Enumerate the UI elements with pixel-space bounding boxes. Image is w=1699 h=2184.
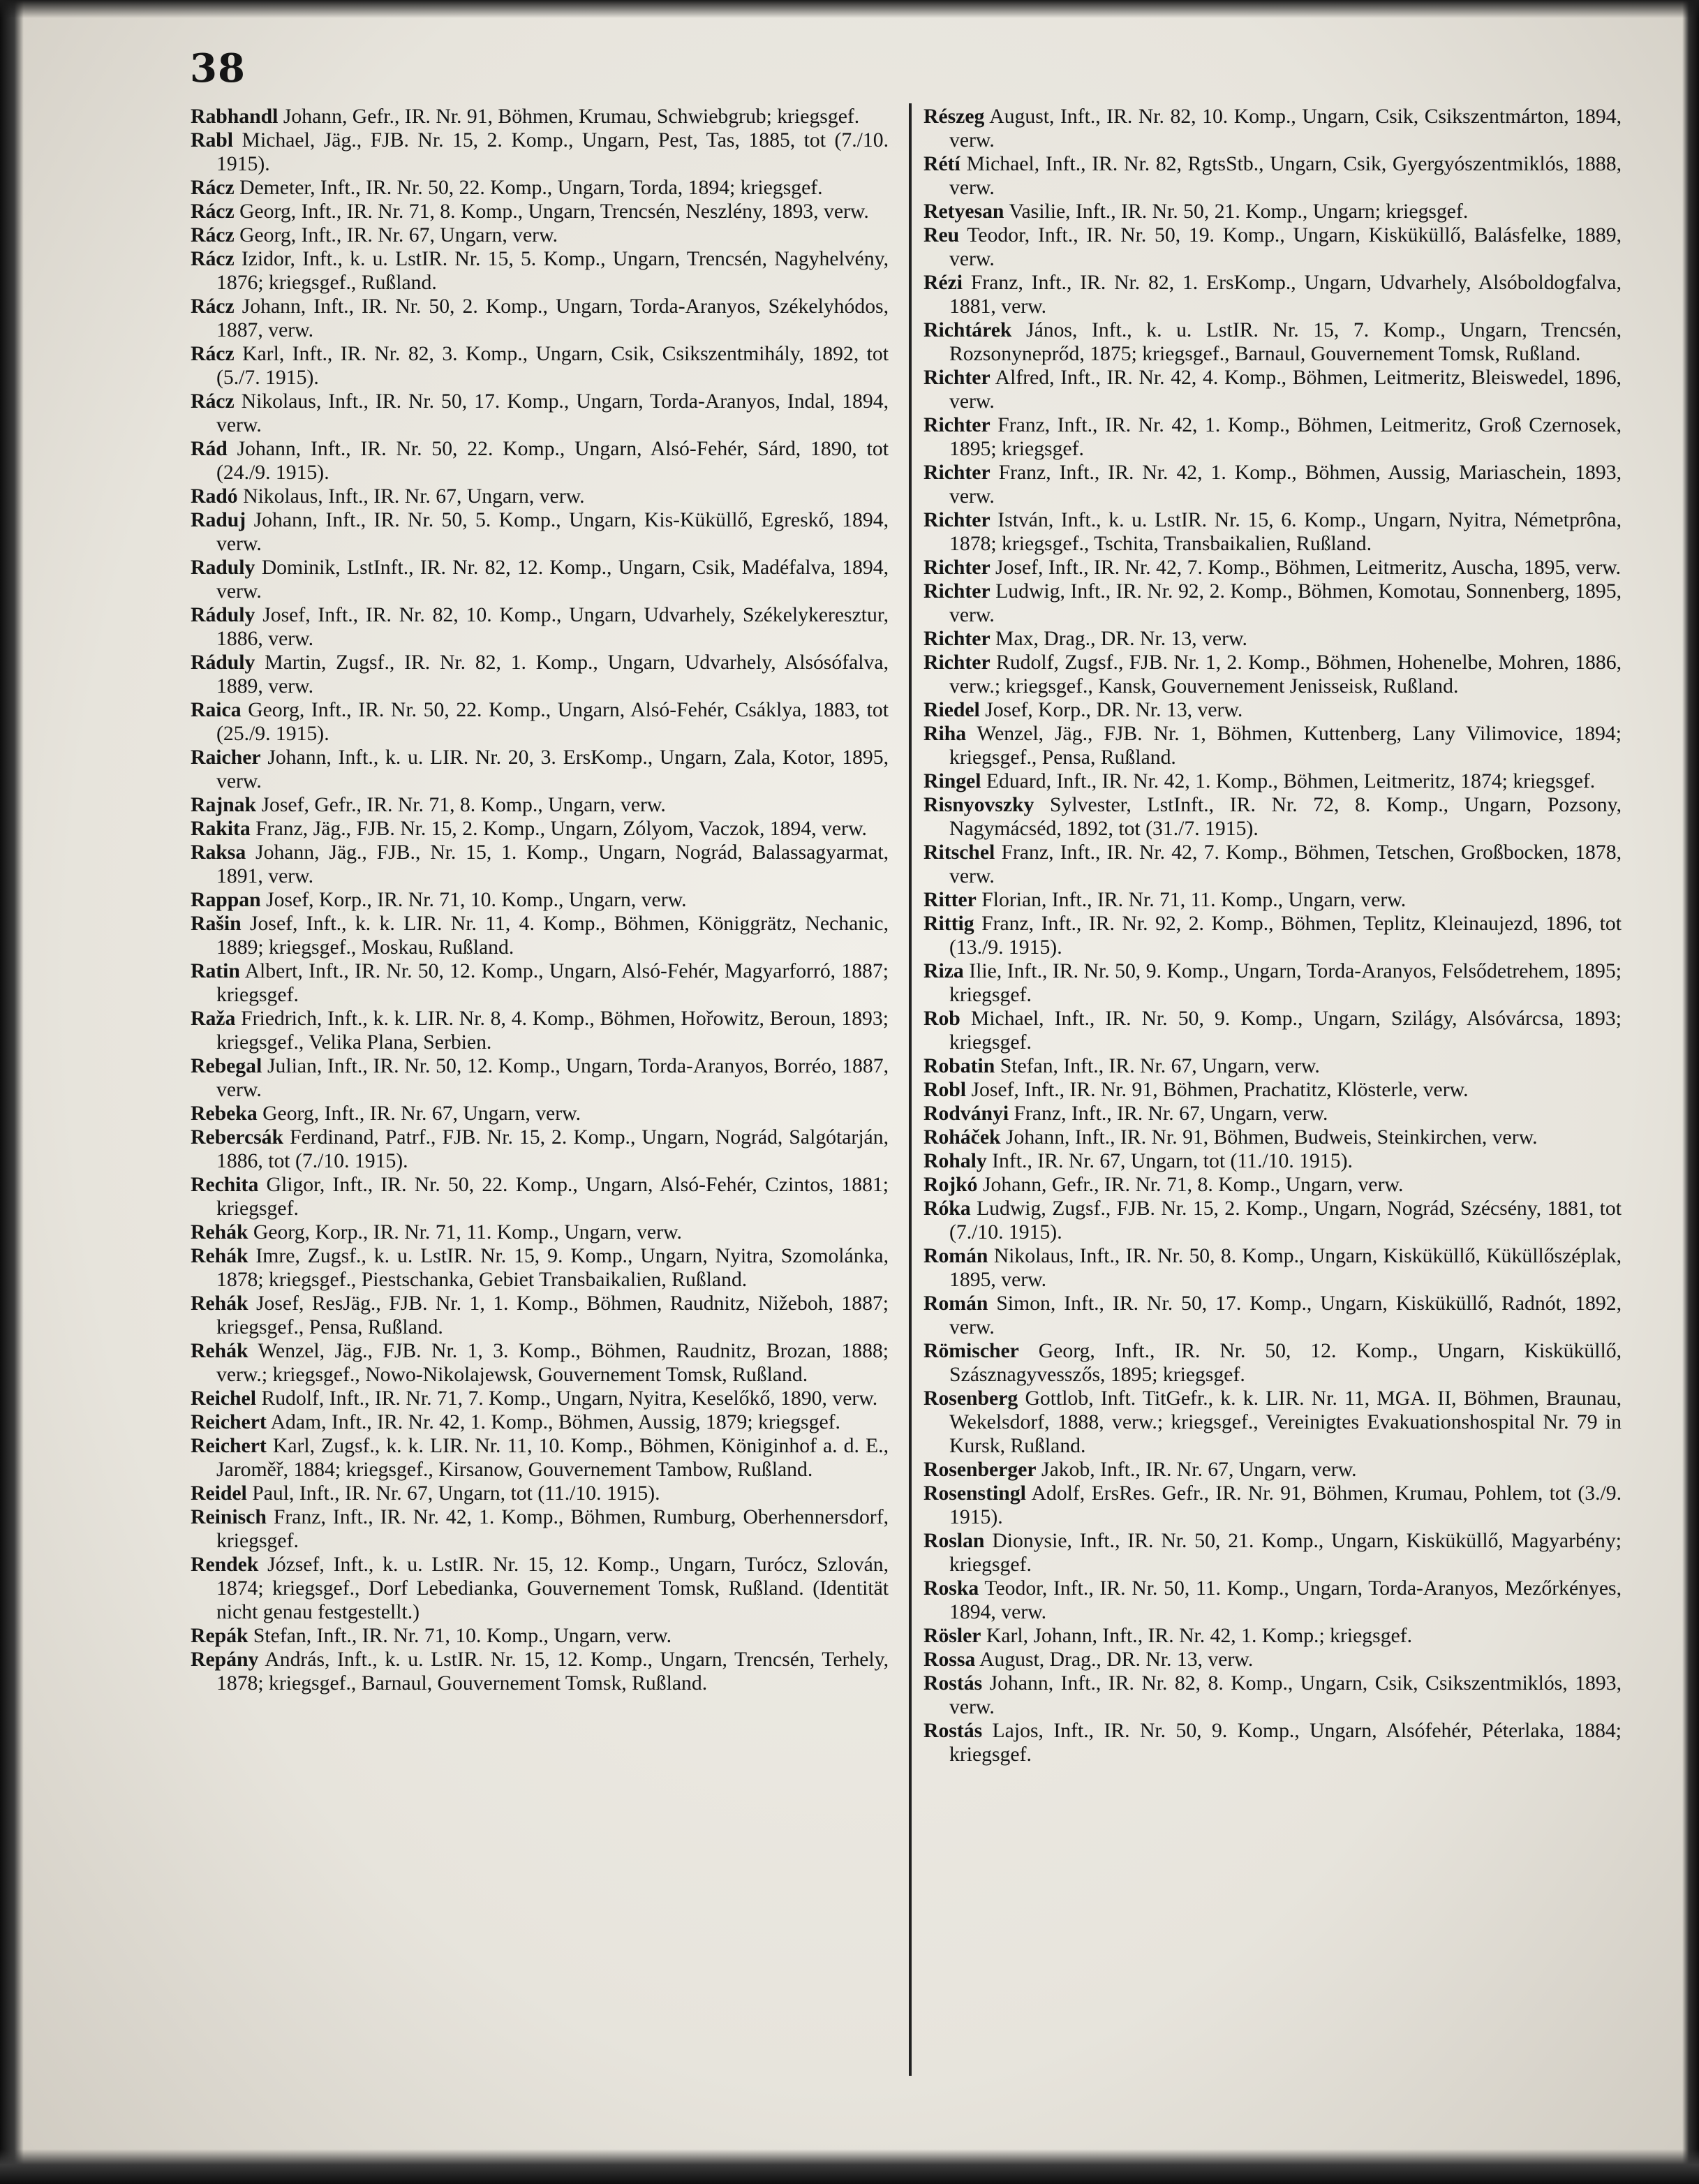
entry-surname: Richter bbox=[923, 628, 991, 650]
entry-surname: Reu bbox=[923, 224, 960, 246]
scan-border-top bbox=[0, 0, 1699, 18]
casualty-entry bbox=[923, 1197, 1622, 1244]
entry-details: Franz, Inft., IR. Nr. 92, 2. Komp., Böhmen, Teplitz, Kleinaujezd, 1896, tot (13./9. 1915). bbox=[949, 913, 1622, 959]
entry-details: Florian, Inft., IR. Nr. 71, 11. Komp., Ungarn, verw. bbox=[981, 889, 1407, 911]
casualty-entry bbox=[191, 556, 889, 603]
entry-details: Johann, Inft., k. u. LIR. Nr. 20, 3. ErsKomp., Ungarn, Zala, Kotor, 1895, verw. bbox=[216, 746, 889, 792]
casualty-entry bbox=[923, 152, 1622, 200]
casualty-entry bbox=[191, 817, 889, 841]
entry-surname: Rácz bbox=[191, 177, 235, 199]
casualty-entry bbox=[923, 200, 1622, 223]
casualty-entry bbox=[923, 318, 1622, 366]
casualty-entry bbox=[191, 1173, 889, 1220]
entry-details: Rudolf, Inft., IR. Nr. 71, 7. Komp., Ungarn, Nyitra, Keselőkő, 1890, verw. bbox=[261, 1387, 878, 1410]
casualty-entry bbox=[923, 698, 1622, 722]
entry-surname: Rebercsák bbox=[191, 1126, 284, 1149]
casualty-entry bbox=[923, 959, 1622, 1007]
entry-details: Ferdinand, Patrf., FJB. Nr. 15, 2. Komp., Ungarn, Nográd, Salgótarján, 1886, tot (7./10. 1915). bbox=[216, 1126, 889, 1172]
casualty-entry bbox=[191, 959, 889, 1007]
entry-details: Inft., IR. Nr. 67, Ungarn, tot (11./10. 1915). bbox=[992, 1150, 1353, 1172]
entry-surname: Reichert bbox=[191, 1411, 267, 1433]
entry-surname: Raksa bbox=[191, 841, 246, 864]
casualty-entry bbox=[191, 651, 889, 698]
casualty-entry bbox=[191, 1244, 889, 1292]
entry-details: Josef, Korp., DR. Nr. 13, verw. bbox=[985, 699, 1243, 721]
entry-surname: Riha bbox=[923, 723, 967, 745]
entry-details: Georg, Inft., IR. Nr. 71, 8. Komp., Ungarn, Trencsén, Neszlény, 1893, verw. bbox=[239, 200, 869, 223]
entry-surname: Risnyovszky bbox=[923, 794, 1034, 816]
casualty-entry bbox=[923, 1577, 1622, 1624]
casualty-entry bbox=[191, 1553, 889, 1624]
casualty-entry bbox=[923, 271, 1622, 318]
entry-surname: Richter bbox=[923, 462, 991, 484]
casualty-entry bbox=[923, 1007, 1622, 1054]
entry-details: Dominik, LstInft., IR. Nr. 82, 12. Komp., Ungarn, Csik, Madéfalva, 1894, verw. bbox=[216, 556, 889, 603]
entry-surname: Rossa bbox=[923, 1648, 976, 1671]
entry-surname: Reidel bbox=[191, 1482, 247, 1505]
entry-surname: Reinisch bbox=[191, 1506, 267, 1528]
entry-details: Wenzel, Jäg., FJB. Nr. 1, Böhmen, Kuttenberg, Lany Vilimovice, 1894; kriegsgef., Pensa, Rußland. bbox=[949, 723, 1622, 769]
casualty-entry bbox=[191, 746, 889, 793]
casualty-entry bbox=[191, 793, 889, 817]
casualty-entry bbox=[923, 1624, 1622, 1648]
casualty-entry bbox=[923, 413, 1622, 461]
entry-surname: Rechita bbox=[191, 1174, 259, 1196]
casualty-entry bbox=[923, 1149, 1622, 1173]
entry-surname: Rehák bbox=[191, 1292, 248, 1315]
entry-details: Imre, Zugsf., k. u. LstIR. Nr. 15, 9. Komp., Ungarn, Nyitra, Szomolánka, 1878; kriegsgef., Piestschanka, Gebiet Transbaikalien, Rußland. bbox=[216, 1245, 889, 1291]
entry-details: Michael, Inft., IR. Nr. 50, 9. Komp., Ungarn, Szilágy, Alsóvárcsa, 1893; kriegsgef. bbox=[949, 1008, 1622, 1054]
entry-details: Josef, Gefr., IR. Nr. 71, 8. Komp., Ungarn, verw. bbox=[261, 794, 666, 816]
entry-details: Franz, Inft., IR. Nr. 42, 1. Komp., Böhmen, Rumburg, Oberhennersdorf, kriegsgef. bbox=[216, 1506, 889, 1552]
entry-details: Johann, Inft., IR. Nr. 91, Böhmen, Budweis, Steinkirchen, verw. bbox=[1005, 1126, 1538, 1149]
entry-details: Jakob, Inft., IR. Nr. 67, Ungarn, verw. bbox=[1041, 1459, 1357, 1481]
entry-surname: Rajnak bbox=[191, 794, 257, 816]
entry-details: Johann, Gefr., IR. Nr. 91, Böhmen, Krumau, Schwiebgrub; kriegsgef. bbox=[283, 105, 860, 128]
entry-surname: Riza bbox=[923, 960, 964, 982]
casualty-entry bbox=[923, 1078, 1622, 1102]
entry-details: Georg, Inft., IR. Nr. 50, 12. Komp., Ungarn, Kisküküllő, Szásznagyvesszős, 1895; kriegsgef. bbox=[949, 1340, 1622, 1386]
entry-surname: Rakita bbox=[191, 818, 251, 840]
entry-surname: Rácz bbox=[191, 295, 235, 318]
entry-surname: Richter bbox=[923, 509, 991, 531]
entry-details: Wenzel, Jäg., FJB. Nr. 1, 3. Komp., Böhmen, Raudnitz, Brozan, 1888; verw.; kriegsgef., Nowo-Nikolajewsk, Gouvernement Tomsk, Rußland. bbox=[216, 1340, 889, 1386]
entry-details: Gottlob, Inft. TitGefr., k. k. LIR. Nr. 11, MGA. II, Böhmen, Braunau, Wekelsdorf, 1888, verw.; kriegsgef., Vereinigtes Evakuationshospital Nr. 79 in Kursk, Rußland. bbox=[949, 1387, 1622, 1457]
casualty-entry bbox=[191, 485, 889, 508]
casualty-entry bbox=[191, 1292, 889, 1339]
casualty-entry bbox=[923, 1719, 1622, 1766]
casualty-entry bbox=[191, 176, 889, 200]
casualty-entry bbox=[923, 841, 1622, 888]
casualty-entry bbox=[923, 627, 1622, 651]
entry-details: Julian, Inft., IR. Nr. 50, 12. Komp., Ungarn, Torda-Aranyos, Borréo, 1887, verw. bbox=[216, 1055, 889, 1101]
entry-surname: Rézi bbox=[923, 272, 963, 294]
entry-details: Stefan, Inft., IR. Nr. 71, 10. Komp., Ungarn, verw. bbox=[253, 1625, 672, 1647]
casualty-entry bbox=[923, 1458, 1622, 1482]
casualty-entry bbox=[923, 888, 1622, 912]
entry-surname: Richter bbox=[923, 367, 991, 389]
left-column bbox=[191, 105, 889, 2081]
casualty-entry bbox=[923, 461, 1622, 508]
entry-surname: Rácz bbox=[191, 248, 235, 270]
entry-details: Johann, Inft., IR. Nr. 50, 22. Komp., Ungarn, Alsó-Fehér, Sárd, 1890, tot (24./9. 1915). bbox=[216, 438, 889, 484]
entry-details: András, Inft., k. u. LstIR. Nr. 15, 12. Komp., Ungarn, Trencsén, Terhely, 1878; kriegsgef., Barnaul, Gouvernement Tomsk, Rußland. bbox=[216, 1648, 889, 1695]
entry-details: Georg, Inft., IR. Nr. 50, 22. Komp., Ungarn, Alsó-Fehér, Csáklya, 1883, tot (25./9. 1915). bbox=[216, 699, 889, 745]
casualty-entry bbox=[191, 105, 889, 128]
entry-surname: Rašin bbox=[191, 913, 242, 935]
entry-surname: Rebegal bbox=[191, 1055, 262, 1077]
casualty-entry bbox=[191, 1220, 889, 1244]
column-divider bbox=[909, 103, 912, 2076]
casualty-entry bbox=[923, 556, 1622, 580]
entry-surname: Rabhandl bbox=[191, 105, 279, 128]
entry-details: Johann, Inft., IR. Nr. 82, 8. Komp., Ungarn, Csik, Csikszentmiklós, 1893, verw. bbox=[949, 1672, 1622, 1718]
casualty-entry bbox=[923, 1387, 1622, 1458]
entry-details: Lajos, Inft., IR. Nr. 50, 9. Komp., Ungarn, Alsófehér, Péterlaka, 1884; kriegsgef. bbox=[949, 1720, 1622, 1766]
entry-details: Georg, Korp., IR. Nr. 71, 11. Komp., Ungarn, verw. bbox=[253, 1221, 682, 1244]
casualty-entry bbox=[191, 1126, 889, 1173]
entry-surname: Raža bbox=[191, 1008, 236, 1030]
entry-details: János, Inft., k. u. LstIR. Nr. 15, 7. Komp., Ungarn, Trencsén, Rozsonyneprőd, 1875; kriegsgef., Barnaul, Gouvernement Tomsk, Rußland. bbox=[949, 319, 1622, 365]
entry-surname: Rabl bbox=[191, 129, 234, 152]
entry-surname: Részeg bbox=[923, 105, 985, 128]
casualty-entry bbox=[191, 508, 889, 556]
casualty-entry bbox=[191, 295, 889, 342]
entry-details: Franz, Inft., IR. Nr. 67, Ungarn, verw. bbox=[1014, 1102, 1328, 1125]
entry-details: Friedrich, Inft., k. k. LIR. Nr. 8, 4. Komp., Böhmen, Hořowitz, Beroun, 1893; kriegsgef., Velika Plana, Serbien. bbox=[216, 1008, 889, 1054]
entry-surname: Ringel bbox=[923, 770, 981, 792]
entry-surname: Rosenberger bbox=[923, 1459, 1037, 1481]
entry-details: Adam, Inft., IR. Nr. 42, 1. Komp., Böhmen, Aussig, 1879; kriegsgef. bbox=[270, 1411, 840, 1433]
entry-surname: Rehák bbox=[191, 1221, 248, 1244]
casualty-entry bbox=[923, 508, 1622, 556]
entry-details: Ludwig, Zugsf., FJB. Nr. 15, 2. Komp., Ungarn, Nográd, Szécsény, 1881, tot (7./10. 1915). bbox=[949, 1197, 1622, 1244]
entry-surname: Ráduly bbox=[191, 651, 255, 674]
casualty-entry bbox=[191, 1434, 889, 1482]
entry-details: Georg, Inft., IR. Nr. 67, Ungarn, verw. bbox=[262, 1102, 581, 1125]
entry-surname: Rob bbox=[923, 1008, 960, 1030]
entry-surname: Román bbox=[923, 1292, 988, 1315]
entry-details: Nikolaus, Inft., IR. Nr. 50, 8. Komp., Ungarn, Kisküküllő, Küküllőszéplak, 1895, verw. bbox=[949, 1245, 1622, 1291]
casualty-entry bbox=[191, 342, 889, 390]
entry-surname: Richter bbox=[923, 414, 991, 436]
casualty-entry bbox=[191, 1505, 889, 1553]
casualty-entry bbox=[923, 1292, 1622, 1339]
casualty-entry bbox=[191, 1054, 889, 1102]
entry-surname: Raduly bbox=[191, 556, 255, 579]
entry-details: Teodor, Inft., IR. Nr. 50, 11. Komp., Ungarn, Torda-Aranyos, Mezőrkényes, 1894, verw. bbox=[949, 1577, 1622, 1623]
entry-details: Josef, Inft., k. k. LIR. Nr. 11, 4. Komp., Böhmen, Königgrätz, Nechanic, 1889; kriegsgef., Moskau, Rußland. bbox=[216, 913, 889, 959]
entry-surname: Rácz bbox=[191, 224, 235, 246]
entry-details: Michael, Jäg., FJB. Nr. 15, 2. Komp., Ungarn, Pest, Tas, 1885, tot (7./10. 1915). bbox=[216, 129, 889, 175]
entry-surname: Repány bbox=[191, 1648, 259, 1671]
entry-surname: Rebeka bbox=[191, 1102, 258, 1125]
page-number: 38 bbox=[190, 45, 246, 91]
casualty-entry bbox=[191, 1102, 889, 1126]
entry-details: Johann, Inft., IR. Nr. 50, 2. Komp., Ungarn, Torda-Aranyos, Székelyhódos, 1887, verw. bbox=[216, 295, 889, 341]
casualty-entry bbox=[923, 1672, 1622, 1719]
casualty-entry bbox=[191, 1387, 889, 1410]
casualty-entry bbox=[923, 1529, 1622, 1577]
casualty-entry bbox=[923, 1126, 1622, 1149]
entry-surname: Román bbox=[923, 1245, 988, 1267]
entry-surname: Roháček bbox=[923, 1126, 1001, 1149]
entry-details: Nikolaus, Inft., IR. Nr. 50, 17. Komp., Ungarn, Torda-Aranyos, Indal, 1894, verw. bbox=[216, 390, 889, 436]
entry-details: Nikolaus, Inft., IR. Nr. 67, Ungarn, verw. bbox=[243, 485, 585, 508]
entry-details: István, Inft., k. u. LstIR. Nr. 15, 6. Komp., Ungarn, Nyitra, Németprôna, 1878; kriegsgef., Tschita, Transbaikalien, Rußland. bbox=[949, 509, 1622, 555]
casualty-entry bbox=[923, 1102, 1622, 1126]
casualty-entry bbox=[191, 128, 889, 176]
entry-surname: Römischer bbox=[923, 1340, 1019, 1362]
entry-details: Josef, Korp., IR. Nr. 71, 10. Komp., Ungarn, verw. bbox=[266, 889, 687, 911]
entry-surname: Rostás bbox=[923, 1672, 983, 1695]
entry-surname: Rétí bbox=[923, 153, 960, 175]
entry-details: Josef, ResJäg., FJB. Nr. 1, 1. Komp., Böhmen, Raudnitz, Nižeboh, 1887; kriegsgef., Pensa, Rußland. bbox=[216, 1292, 889, 1338]
entry-surname: Repák bbox=[191, 1625, 248, 1647]
entry-surname: Radó bbox=[191, 485, 238, 508]
casualty-entry bbox=[191, 698, 889, 746]
casualty-entry bbox=[191, 1410, 889, 1434]
entry-details: Alfred, Inft., IR. Nr. 42, 4. Komp., Böhmen, Leitmeritz, Bleiswedel, 1896, verw. bbox=[949, 367, 1622, 413]
casualty-entry bbox=[191, 247, 889, 295]
entry-details: Demeter, Inft., IR. Nr. 50, 22. Komp., Ungarn, Torda, 1894; kriegsgef. bbox=[239, 177, 823, 199]
scan-border-right bbox=[1682, 0, 1699, 2184]
entry-surname: Rosenberg bbox=[923, 1387, 1018, 1410]
scan-border-left bbox=[0, 0, 24, 2184]
entry-details: Martin, Zugsf., IR. Nr. 82, 1. Komp., Ungarn, Udvarhely, Alsósófalva, 1889, verw. bbox=[216, 651, 889, 698]
entry-surname: Robatin bbox=[923, 1055, 995, 1077]
right-column bbox=[923, 105, 1622, 2081]
entry-details: August, Drag., DR. Nr. 13, verw. bbox=[979, 1648, 1254, 1671]
entry-details: Stefan, Inft., IR. Nr. 67, Ungarn, verw. bbox=[1000, 1055, 1320, 1077]
casualty-entry bbox=[191, 437, 889, 485]
casualty-entry bbox=[923, 366, 1622, 413]
entry-surname: Rodványi bbox=[923, 1102, 1009, 1125]
entry-details: Franz, Inft., IR. Nr. 42, 7. Komp., Böhmen, Tetschen, Großbocken, 1878, verw. bbox=[949, 841, 1622, 887]
entry-details: Dionysie, Inft., IR. Nr. 50, 21. Komp., Ungarn, Kisküküllő, Magyarbény; kriegsgef. bbox=[949, 1530, 1622, 1576]
entry-surname: Riedel bbox=[923, 699, 980, 721]
entry-details: Adolf, ErsRes. Gefr., IR. Nr. 91, Böhmen, Krumau, Pohlem, tot (3./9. 1915). bbox=[949, 1482, 1622, 1528]
entry-details: Franz, Inft., IR. Nr. 82, 1. ErsKomp., Ungarn, Udvarhely, Alsóboldogfalva, 1881, verw. bbox=[949, 272, 1622, 318]
entry-details: Karl, Johann, Inft., IR. Nr. 42, 1. Komp.; kriegsgef. bbox=[986, 1625, 1413, 1647]
casualty-entry bbox=[923, 580, 1622, 627]
entry-details: Izidor, Inft., k. u. LstIR. Nr. 15, 5. Komp., Ungarn, Trencsén, Nagyhelvény, 1876; kriegsgef., Rußland. bbox=[216, 248, 889, 294]
entry-details: Albert, Inft., IR. Nr. 50, 12. Komp., Ungarn, Alsó-Fehér, Magyarforró, 1887; kriegsgef. bbox=[216, 960, 889, 1006]
casualty-entry bbox=[191, 200, 889, 223]
entry-details: Franz, Inft., IR. Nr. 42, 1. Komp., Böhmen, Leitmeritz, Groß Czernosek, 1895; kriegsgef. bbox=[949, 414, 1622, 460]
entry-surname: Rösler bbox=[923, 1625, 981, 1647]
entry-surname: Rendek bbox=[191, 1554, 259, 1576]
entry-details: Teodor, Inft., IR. Nr. 50, 19. Komp., Ungarn, Kisküküllő, Balásfelke, 1889, verw. bbox=[949, 224, 1622, 270]
entry-surname: Ráduly bbox=[191, 604, 255, 626]
entry-details: Gligor, Inft., IR. Nr. 50, 22. Komp., Ungarn, Alsó-Fehér, Czintos, 1881; kriegsgef. bbox=[216, 1174, 889, 1220]
entry-surname: Reichert bbox=[191, 1435, 267, 1457]
casualty-entry bbox=[191, 390, 889, 437]
entry-surname: Retyesan bbox=[923, 200, 1004, 223]
entry-surname: Ritter bbox=[923, 889, 977, 911]
entry-surname: Roslan bbox=[923, 1530, 985, 1552]
entry-details: Georg, Inft., IR. Nr. 67, Ungarn, verw. bbox=[239, 224, 558, 246]
entry-surname: Rohaly bbox=[923, 1150, 987, 1172]
entry-details: Karl, Inft., IR. Nr. 82, 3. Komp., Ungarn, Csik, Csikszentmihály, 1892, tot (5./7. 1915). bbox=[216, 343, 889, 389]
entry-surname: Rojkó bbox=[923, 1174, 978, 1196]
entry-details: József, Inft., k. u. LstIR. Nr. 15, 12. Komp., Ungarn, Turócz, Szlován, 1874; kriegsgef., Dorf Lebedianka, Gouvernement Tomsk, Rußland. (Identität nicht genau festgestellt.) bbox=[216, 1554, 889, 1623]
entry-details: Simon, Inft., IR. Nr. 50, 17. Komp., Ungarn, Kisküküllő, Radnót, 1892, verw. bbox=[949, 1292, 1622, 1338]
entry-surname: Rittig bbox=[923, 913, 974, 935]
casualty-entry bbox=[191, 1648, 889, 1695]
entry-surname: Raduj bbox=[191, 509, 246, 531]
entry-surname: Robl bbox=[923, 1079, 967, 1101]
casualty-entry bbox=[191, 1339, 889, 1387]
casualty-entry bbox=[191, 912, 889, 959]
entry-surname: Reichel bbox=[191, 1387, 256, 1410]
entry-surname: Ratin bbox=[191, 960, 240, 982]
entry-details: Johann, Jäg., FJB., Nr. 15, 1. Komp., Ungarn, Nográd, Balassagyarmat, 1891, verw. bbox=[216, 841, 889, 887]
entry-surname: Richter bbox=[923, 556, 991, 579]
entry-details: Josef, Inft., IR. Nr. 82, 10. Komp., Ungarn, Udvarhely, Székelykeresztur, 1886, verw. bbox=[216, 604, 889, 650]
entry-details: Max, Drag., DR. Nr. 13, verw. bbox=[995, 628, 1247, 650]
entry-details: Johann, Inft., IR. Nr. 50, 5. Komp., Ungarn, Kis-Küküllő, Egreskő, 1894, verw. bbox=[216, 509, 889, 555]
casualty-entry bbox=[191, 1482, 889, 1505]
casualty-entry bbox=[923, 1244, 1622, 1292]
entry-surname: Roska bbox=[923, 1577, 979, 1600]
casualty-entry bbox=[191, 1007, 889, 1054]
entry-surname: Richter bbox=[923, 580, 991, 603]
casualty-entry bbox=[191, 223, 889, 247]
entry-details: Ilie, Inft., IR. Nr. 50, 9. Komp., Ungarn, Torda-Aranyos, Felsődetrehem, 1895; kriegsgef. bbox=[949, 960, 1622, 1006]
casualty-entry bbox=[923, 105, 1622, 152]
casualty-entry bbox=[923, 651, 1622, 698]
entry-details: Sylvester, LstInft., IR. Nr. 72, 8. Komp., Ungarn, Pozsony, Nagymácséd, 1892, tot (31./7. 1915). bbox=[949, 794, 1622, 840]
entry-surname: Rácz bbox=[191, 390, 235, 413]
casualty-entry bbox=[923, 1482, 1622, 1529]
entry-details: Franz, Jäg., FJB. Nr. 15, 2. Komp., Ungarn, Zólyom, Vaczok, 1894, verw. bbox=[255, 818, 867, 840]
entry-details: Paul, Inft., IR. Nr. 67, Ungarn, tot (11./10. 1915). bbox=[252, 1482, 660, 1505]
casualty-entry bbox=[923, 1173, 1622, 1197]
entry-details: Rudolf, Zugsf., FJB. Nr. 1, 2. Komp., Böhmen, Hohenelbe, Mohren, 1886, verw.; kriegsgef., Kansk, Gouvernement Jenisseisk, Rußland. bbox=[949, 651, 1622, 698]
entry-surname: Ritschel bbox=[923, 841, 995, 864]
entry-surname: Róka bbox=[923, 1197, 971, 1220]
entry-surname: Richter bbox=[923, 651, 991, 674]
entry-surname: Raica bbox=[191, 699, 242, 721]
entry-surname: Rád bbox=[191, 438, 228, 460]
entry-surname: Rácz bbox=[191, 200, 235, 223]
entry-surname: Rehák bbox=[191, 1245, 248, 1267]
casualty-entry bbox=[923, 912, 1622, 959]
entry-details: Josef, Inft., IR. Nr. 91, Böhmen, Prachatitz, Klösterle, verw. bbox=[971, 1079, 1469, 1101]
casualty-entry bbox=[923, 769, 1622, 793]
casualty-entry bbox=[923, 1054, 1622, 1078]
entry-details: Vasilie, Inft., IR. Nr. 50, 21. Komp., Ungarn; kriegsgef. bbox=[1009, 200, 1469, 223]
entry-surname: Richtárek bbox=[923, 319, 1012, 341]
entry-details: Michael, Inft., IR. Nr. 82, RgtsStb., Ungarn, Csik, Gyergyószentmiklós, 1888, verw. bbox=[949, 153, 1622, 199]
entry-details: Franz, Inft., IR. Nr. 42, 1. Komp., Böhmen, Aussig, Mariaschein, 1893, verw. bbox=[949, 462, 1622, 508]
entry-surname: Raicher bbox=[191, 746, 261, 769]
entry-surname: Rosenstingl bbox=[923, 1482, 1026, 1505]
entry-details: Karl, Zugsf., k. k. LIR. Nr. 11, 10. Komp., Böhmen, Königinhof a. d. E., Jaroměř, 1884; kriegsgef., Kirsanow, Gouvernement Tambow, Rußland. bbox=[216, 1435, 889, 1481]
casualty-entry bbox=[923, 1648, 1622, 1672]
entry-details: August, Inft., IR. Nr. 82, 10. Komp., Ungarn, Csik, Csikszentmárton, 1894, verw. bbox=[949, 105, 1622, 152]
entry-details: Josef, Inft., IR. Nr. 42, 7. Komp., Böhmen, Leitmeritz, Auscha, 1895, verw. bbox=[995, 556, 1622, 579]
casualty-entry bbox=[923, 223, 1622, 271]
entry-details: Ludwig, Inft., IR. Nr. 92, 2. Komp., Böhmen, Komotau, Sonnenberg, 1895, verw. bbox=[949, 580, 1622, 626]
casualty-entry bbox=[191, 1624, 889, 1648]
entry-surname: Rehák bbox=[191, 1340, 248, 1362]
casualty-entry bbox=[191, 841, 889, 888]
entry-details: Eduard, Inft., IR. Nr. 42, 1. Komp., Böhmen, Leitmeritz, 1874; kriegsgef. bbox=[986, 770, 1596, 792]
casualty-entry bbox=[923, 1339, 1622, 1387]
entry-surname: Rostás bbox=[923, 1720, 983, 1742]
entry-surname: Rappan bbox=[191, 889, 261, 911]
casualty-entry bbox=[191, 888, 889, 912]
entry-details: Johann, Gefr., IR. Nr. 71, 8. Komp., Ungarn, verw. bbox=[982, 1174, 1404, 1196]
scan-border-bottom bbox=[0, 2149, 1699, 2184]
casualty-entry bbox=[923, 722, 1622, 769]
casualty-entry bbox=[923, 793, 1622, 841]
entry-surname: Rácz bbox=[191, 343, 235, 365]
casualty-entry bbox=[191, 603, 889, 651]
